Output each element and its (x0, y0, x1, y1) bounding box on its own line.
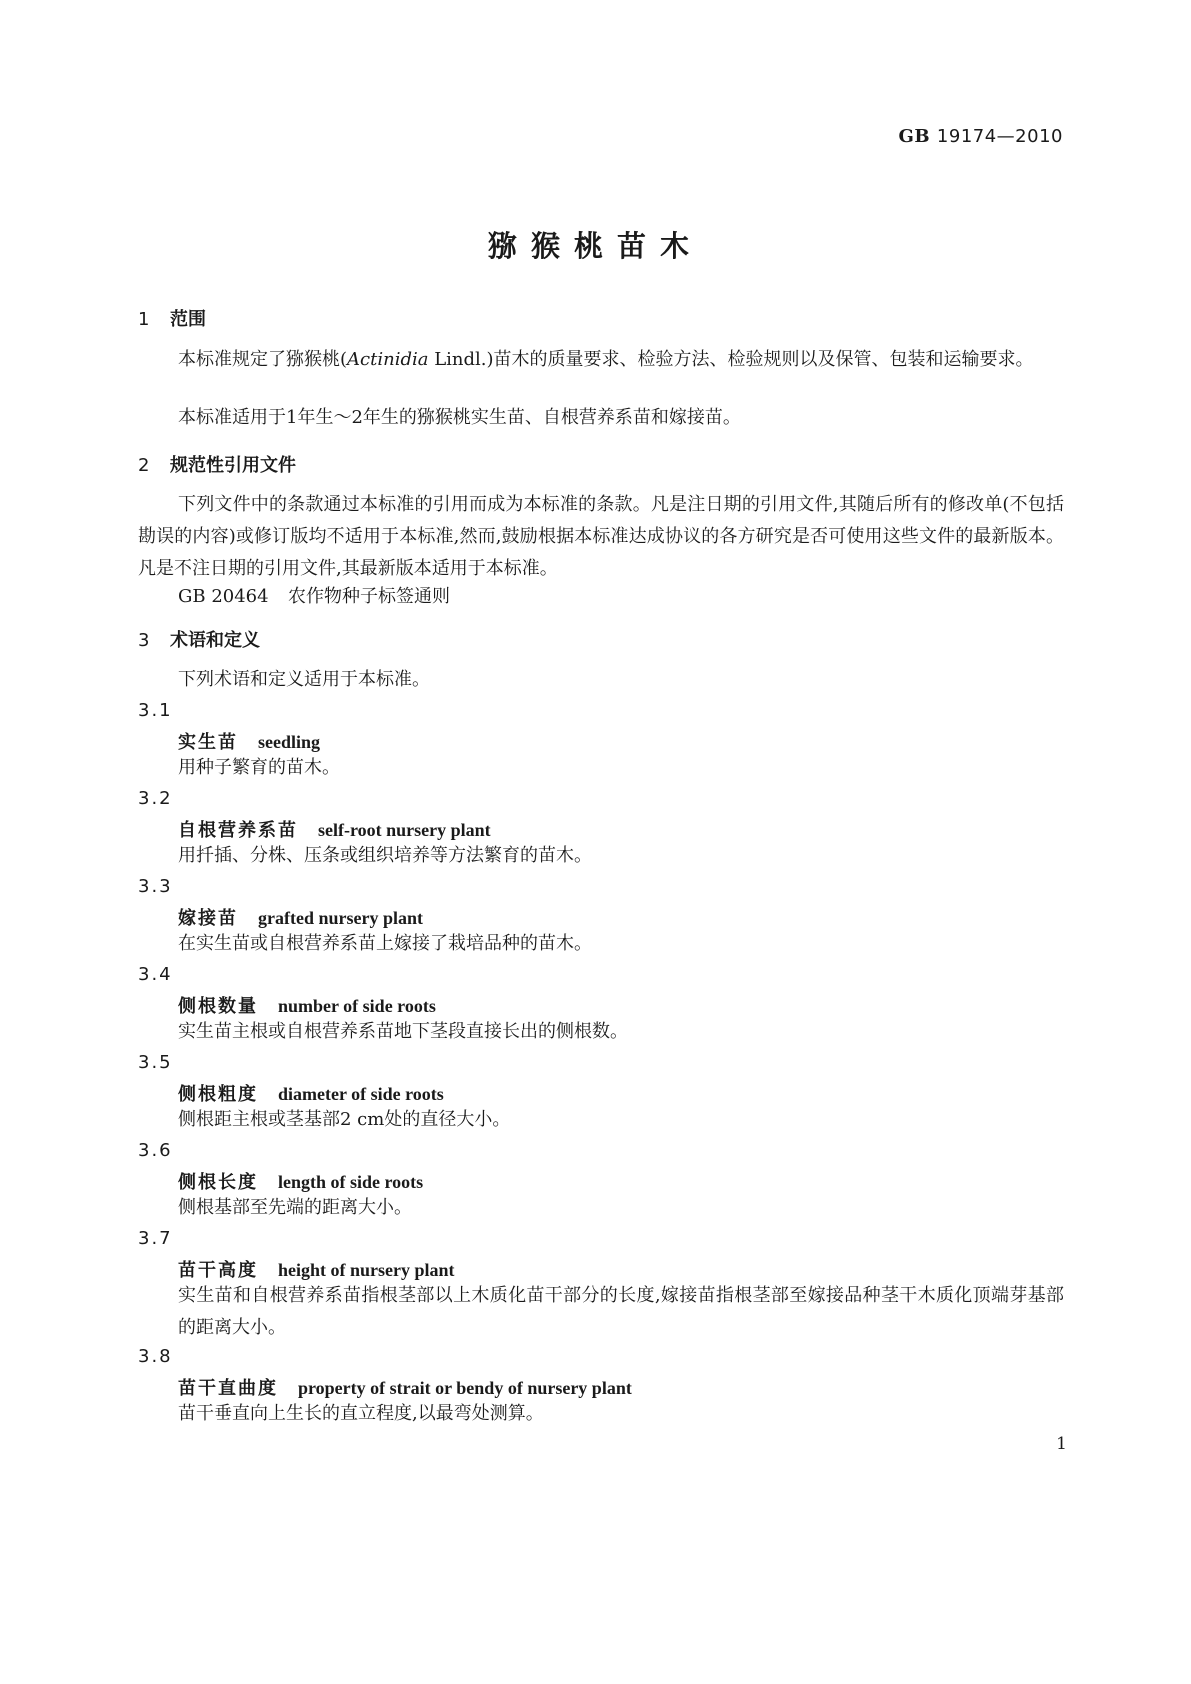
term-definition: 侧根基部至先端的距离大小。 (178, 1197, 412, 1218)
term-en: property of strait or bendy of nursery plant (298, 1378, 632, 1398)
term-en: self-root nursery plant (318, 820, 491, 840)
section-number: 3 (138, 630, 150, 651)
normative-paragraph: 下列文件中的条款通过本标准的引用而成为本标准的条款。凡是注日期的引用文件,其随后所有的修改单(不包括勘误的内容)或修订版均不适用于本标准,然而,鼓励根据本标准达成协议的各方研究是否可使用这些文件的最新版本。凡是不注日期的引用文件,其最新版本适用于本标准。 (138, 494, 1064, 579)
section-title: 范围 (170, 309, 206, 330)
term-heading (178, 1080, 444, 1106)
section-number: 2 (138, 455, 150, 476)
term-zh: 侧根粗度 (178, 1084, 258, 1105)
section-heading-3 (138, 626, 260, 652)
term-zh: 嫁接苗 (178, 908, 238, 929)
standard-number: 19174—2010 (936, 126, 1063, 147)
term-en: height of nursery plant (278, 1260, 455, 1280)
term-zh: 侧根长度 (178, 1172, 258, 1193)
term-definition: 用种子繁育的苗木。 (178, 757, 340, 778)
section-heading-1 (138, 305, 206, 331)
term-en: seedling (258, 732, 321, 752)
term-heading (178, 1256, 455, 1282)
clause-number: 3.3 (138, 876, 173, 897)
term-definition: 实生苗和自根营养系苗指根茎部以上木质化苗干部分的长度,嫁接苗指根茎部至嫁接品种茎干木质化顶端芽基部的距离大小。 (178, 1285, 1064, 1338)
term-zh: 侧根数量 (178, 996, 258, 1017)
term-definition: 在实生苗或自根营养系苗上嫁接了栽培品种的苗木。 (178, 933, 592, 954)
term-heading (178, 992, 436, 1018)
clause-number: 3.6 (138, 1140, 173, 1161)
clause-number: 3.7 (138, 1228, 173, 1249)
term-en: length of side roots (278, 1172, 424, 1192)
term-en: grafted nursery plant (258, 908, 423, 928)
page-number: 1 (1056, 1434, 1067, 1454)
term-zh: 实生苗 (178, 732, 238, 753)
standard-code (899, 126, 1063, 147)
clause-number: 3.4 (138, 964, 173, 985)
term-definition: 侧根距主根或茎基部2 cm处的直径大小。 (178, 1109, 511, 1130)
reference-code: GB 20464 (178, 586, 269, 607)
term-heading (178, 728, 320, 754)
standard-prefix: GB (898, 126, 931, 147)
clause-number: 3.5 (138, 1052, 173, 1073)
document-title: 猕猴桃苗木 (487, 229, 703, 263)
term-zh: 苗干直曲度 (178, 1378, 278, 1399)
term-definition: 实生苗主根或自根营养系苗地下茎段直接长出的侧根数。 (178, 1021, 628, 1042)
normative-reference (178, 582, 450, 608)
term-heading (178, 904, 423, 930)
clause-number: 3.8 (138, 1346, 173, 1367)
term-heading (178, 1168, 423, 1194)
term-definition: 用扦插、分株、压条或组织培养等方法繁育的苗木。 (178, 845, 592, 866)
term-zh: 苗干高度 (178, 1260, 258, 1281)
section-title: 规范性引用文件 (170, 455, 296, 476)
term-en: diameter of side roots (278, 1084, 444, 1104)
term-zh: 自根营养系苗 (178, 820, 298, 841)
term-heading (178, 816, 491, 842)
section-heading-2 (138, 451, 296, 477)
term-heading (178, 1374, 632, 1400)
scope-paragraph-2: 本标准适用于1年生～2年生的猕猴桃实生苗、自根营养系苗和嫁接苗。 (178, 407, 741, 428)
clause-number: 3.2 (138, 788, 173, 809)
latin-genus: Actinidia (347, 349, 429, 370)
reference-title: 农作物种子标签通则 (288, 586, 450, 607)
scope-paragraph-1: 本标准规定了猕猴桃(Actinidia Lindl.)苗木的质量要求、检验方法、检验规则以及保管、包装和运输要求。 (178, 349, 1034, 370)
section-number: 1 (138, 309, 150, 330)
terms-intro: 下列术语和定义适用于本标准。 (178, 669, 430, 690)
term-en: number of side roots (278, 996, 436, 1016)
term-definition: 苗干垂直向上生长的直立程度,以最弯处测算。 (178, 1403, 544, 1424)
section-title: 术语和定义 (170, 630, 260, 651)
clause-number: 3.1 (138, 700, 173, 721)
